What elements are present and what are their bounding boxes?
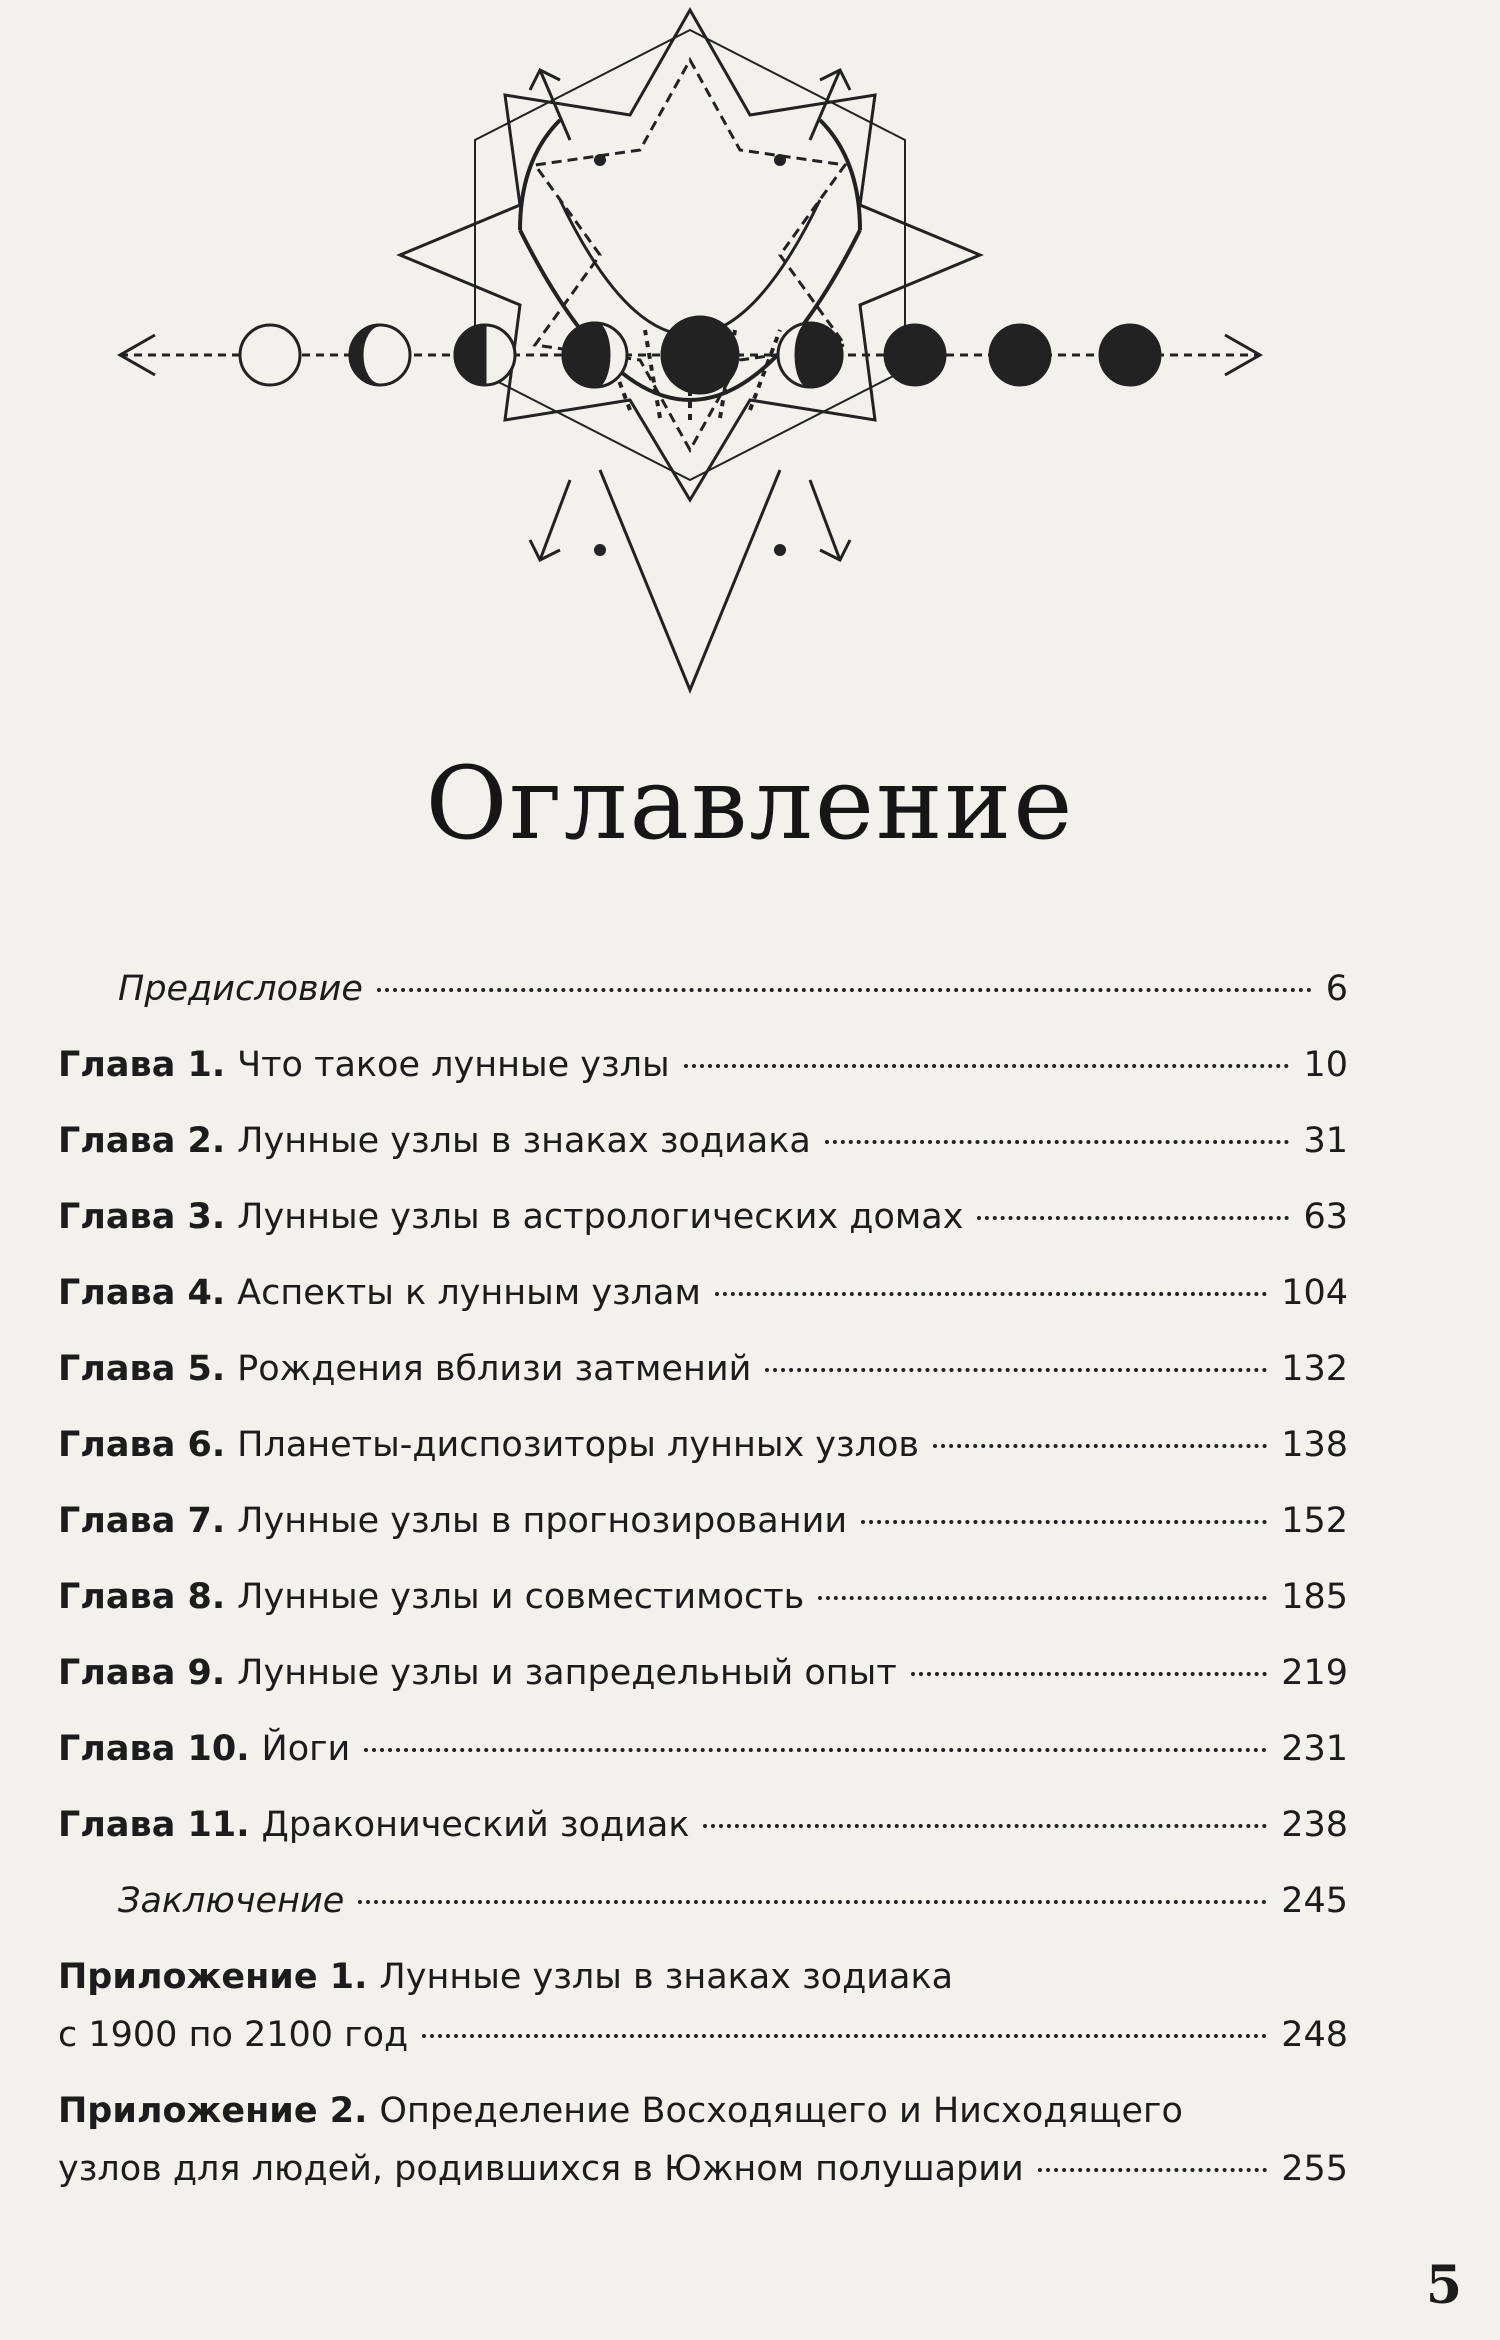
toc-entry-label: Глава 3. xyxy=(58,1197,226,1237)
toc-appendix-title-line1 xyxy=(58,1953,1348,2001)
toc-entry-text: узлов для людей, родившихся в Южном полушарии xyxy=(58,2149,1024,2189)
toc-entry-title xyxy=(58,1801,689,1849)
toc-entry-label: Приложение 2. xyxy=(58,2091,368,2131)
toc-leader-dots xyxy=(364,1748,1267,1752)
toc-entry-title xyxy=(58,1345,751,1393)
toc-entry-text: Лунные узлы и запредельный опыт xyxy=(237,1653,897,1693)
toc-entry[interactable] xyxy=(58,1649,1348,1697)
toc-entry-label: Глава 11. xyxy=(58,1805,250,1845)
toc-entry-label: Глава 5. xyxy=(58,1349,226,1389)
toc-leader-dots xyxy=(422,2034,1267,2038)
table-of-contents xyxy=(58,965,1348,2221)
toc-entry-text: Лунные узлы и совместимость xyxy=(237,1577,805,1617)
toc-entry-title xyxy=(58,1421,919,1469)
page-number: 5 xyxy=(1425,2255,1462,2316)
toc-entry-title xyxy=(118,965,363,1013)
toc-entry-title xyxy=(58,1041,670,1089)
toc-entry[interactable] xyxy=(58,1345,1348,1393)
toc-leader-dots xyxy=(377,988,1312,992)
toc-leader-dots xyxy=(715,1292,1267,1296)
toc-entry-text: Аспекты к лунным узлам xyxy=(237,1273,701,1313)
toc-appendix-title-line2 xyxy=(58,2145,1348,2193)
toc-entry-title xyxy=(58,1193,963,1241)
toc-entry-label: Приложение 1. xyxy=(58,1957,368,1997)
toc-entry-title xyxy=(58,1497,847,1545)
toc-leader-dots xyxy=(1038,2168,1267,2172)
toc-leader-dots xyxy=(861,1520,1267,1524)
toc-page-number: 152 xyxy=(1281,1501,1348,1541)
toc-page-number: 219 xyxy=(1281,1653,1348,1693)
toc-page-number: 31 xyxy=(1303,1121,1348,1161)
toc-leader-dots xyxy=(818,1596,1267,1600)
toc-entry-label: Глава 10. xyxy=(58,1729,250,1769)
toc-entry-label: Глава 1. xyxy=(58,1045,226,1085)
toc-page-number: 138 xyxy=(1281,1425,1348,1465)
toc-leader-dots xyxy=(933,1444,1267,1448)
toc-entry[interactable] xyxy=(58,1573,1348,1621)
toc-entry-title xyxy=(58,1269,701,1317)
toc-entry-title xyxy=(58,1117,811,1165)
toc-entry-label: Глава 8. xyxy=(58,1577,226,1617)
toc-leader-dots xyxy=(765,1368,1267,1372)
toc-entry-label: Глава 4. xyxy=(58,1273,226,1313)
toc-page-number: 10 xyxy=(1303,1045,1348,1085)
toc-leader-dots xyxy=(684,1064,1290,1068)
toc-entry-text: Драконический зодиак xyxy=(261,1805,690,1845)
toc-entry[interactable] xyxy=(58,1193,1348,1241)
toc-entry-text: Рождения вблизи затмений xyxy=(237,1349,752,1389)
toc-entry-label: Глава 9. xyxy=(58,1653,226,1693)
toc-entry-label: Глава 7. xyxy=(58,1501,226,1541)
toc-entry[interactable] xyxy=(58,965,1348,1013)
toc-entry-text: Планеты-диспозиторы лунных узлов xyxy=(237,1425,920,1465)
toc-entry-text: Определение Восходящего и Нисходящего xyxy=(379,2091,1183,2131)
toc-leader-dots xyxy=(825,1140,1290,1144)
toc-leader-dots xyxy=(977,1216,1289,1220)
toc-leader-dots xyxy=(358,1900,1267,1904)
toc-entry[interactable] xyxy=(58,1041,1348,1089)
toc-page-number: 248 xyxy=(1281,2015,1348,2055)
toc-appendix-entry[interactable] xyxy=(58,1953,1348,2059)
toc-page-number: 231 xyxy=(1281,1729,1348,1769)
toc-entry[interactable] xyxy=(58,1877,1348,1925)
toc-entry-title xyxy=(118,1877,344,1925)
toc-page-number: 255 xyxy=(1281,2149,1348,2189)
toc-entry-text: Лунные узлы в астрологических домах xyxy=(237,1197,964,1237)
toc-page-number: 185 xyxy=(1281,1577,1348,1617)
toc-entry[interactable] xyxy=(58,1725,1348,1773)
toc-entry[interactable] xyxy=(58,1269,1348,1317)
toc-entry-text: Лунные узлы в знаках зодиака xyxy=(237,1121,811,1161)
toc-entry-text: Лунные узлы в прогнозировании xyxy=(237,1501,848,1541)
toc-page-number: 238 xyxy=(1281,1805,1348,1845)
toc-entry-text: Йоги xyxy=(261,1729,351,1769)
toc-entry-text: с 1900 по 2100 год xyxy=(58,2015,409,2055)
toc-entry-title xyxy=(58,1725,350,1773)
page-title: Оглавление xyxy=(425,745,1075,862)
toc-appendix-title-line2 xyxy=(58,2011,1348,2059)
toc-entry-text: Лунные узлы в знаках зодиака xyxy=(379,1957,954,1997)
toc-page-number: 132 xyxy=(1281,1349,1348,1389)
toc-entry-label: Глава 2. xyxy=(58,1121,226,1161)
toc-entry-title xyxy=(58,1649,897,1697)
toc-entry-text: Предисловие xyxy=(118,969,363,1009)
toc-entry-text: Что такое лунные узлы xyxy=(237,1045,670,1085)
toc-appendix-entry[interactable] xyxy=(58,2087,1348,2193)
toc-page-number: 104 xyxy=(1281,1273,1348,1313)
toc-entry-title xyxy=(58,1573,804,1621)
toc-entry-label: Глава 6. xyxy=(58,1425,226,1465)
lunar-phases-ornament-icon xyxy=(100,0,1280,700)
toc-entry[interactable] xyxy=(58,1117,1348,1165)
toc-appendix-title-line1 xyxy=(58,2087,1348,2135)
toc-leader-dots xyxy=(703,1824,1267,1828)
toc-entry[interactable] xyxy=(58,1801,1348,1849)
toc-page-number: 6 xyxy=(1325,969,1348,1009)
toc-entry[interactable] xyxy=(58,1497,1348,1545)
toc-page-number: 63 xyxy=(1303,1197,1348,1237)
toc-entry-text: Заключение xyxy=(118,1881,345,1921)
toc-leader-dots xyxy=(911,1672,1267,1676)
toc-entry[interactable] xyxy=(58,1421,1348,1469)
toc-page-number: 245 xyxy=(1281,1881,1348,1921)
